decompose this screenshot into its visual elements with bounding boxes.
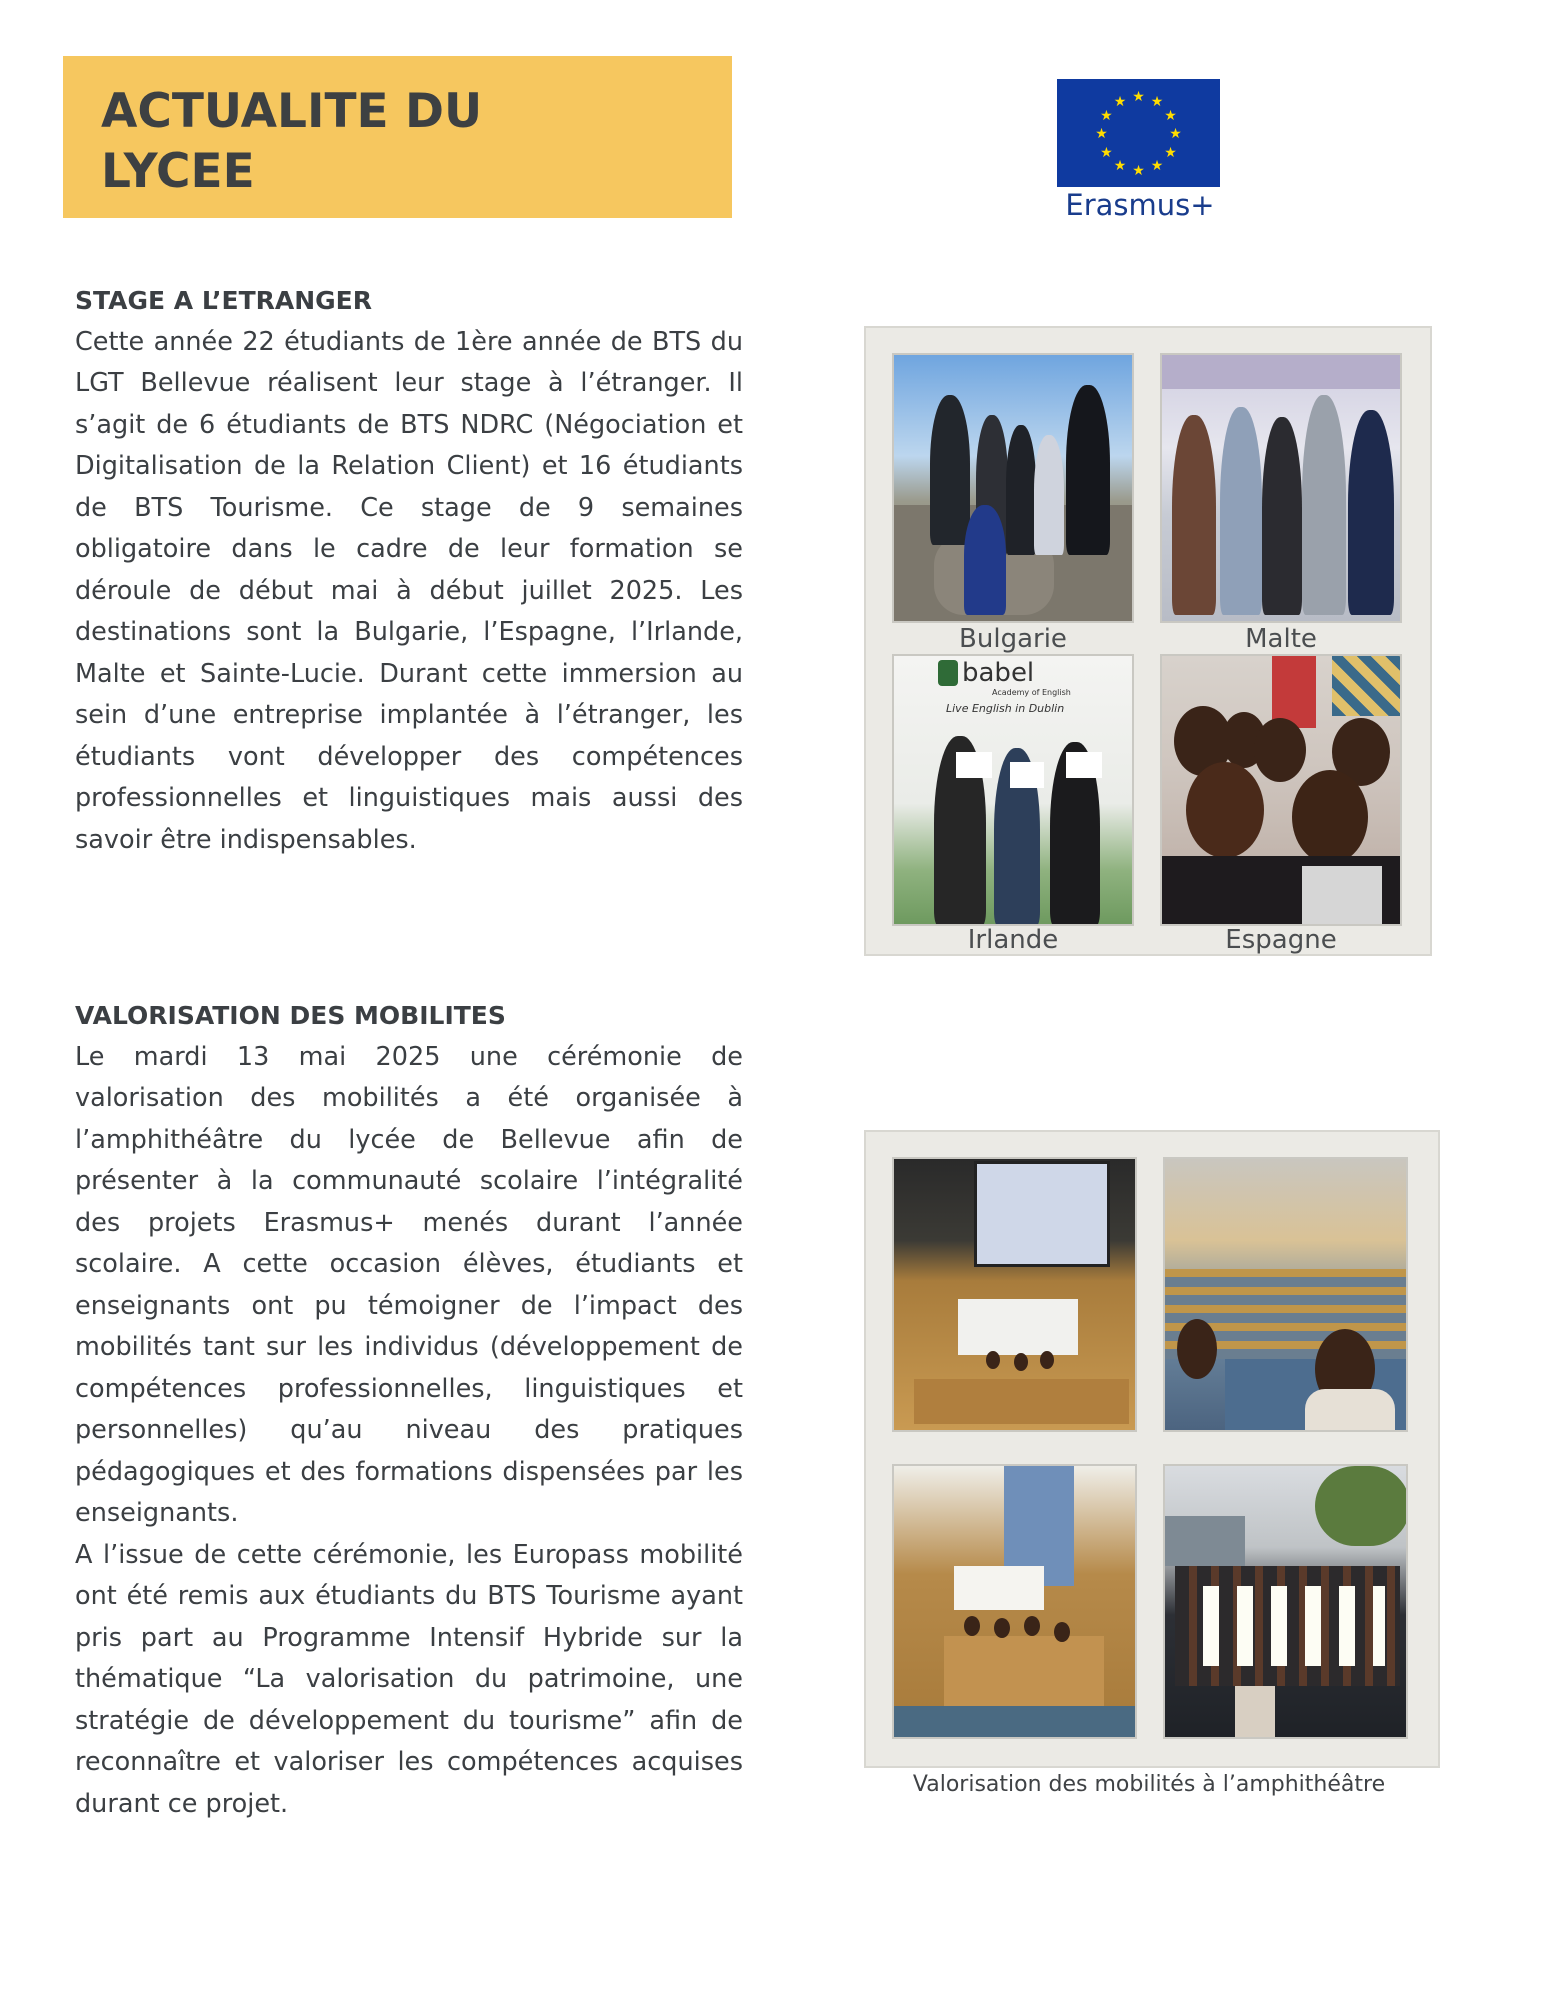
eu-star-icon: ★ xyxy=(1132,162,1145,178)
eu-flag-logo xyxy=(1057,79,1220,187)
eu-star-icon: ★ xyxy=(1113,157,1127,174)
paragraph: A l’issue de cette cérémonie, les Europass mobilité ont été remis aux étudiants du BTS Tourisme ayant pris part au Programme Intensif Hybride sur la thématique “La valorisation du patrimoine, une stratégie de développement du tourisme” afin de reconnaître et valoriser les compétences acquises durant ce projet. xyxy=(75,1539,743,1819)
photo-bulgarie xyxy=(892,353,1134,623)
eu-star-icon: ★ xyxy=(1164,106,1177,123)
photo-irlande xyxy=(892,654,1134,926)
eu-star-icon: ★ xyxy=(1132,88,1145,104)
eu-star-icon: ★ xyxy=(1100,143,1113,160)
header-banner xyxy=(63,56,732,218)
paragraph: Cette année 22 étudiants de 1ère année de BTS du LGT Bellevue réalisent leur stage à l’étranger. Il s’agit de 6 étudiants de BTS NDRC (Négociation et Digitalisation de la Relation Client) et 16 étudiants de BTS Tourisme. Ce stage de 9 semaines obligatoire dans le cadre de leur formation se déroule de début mai à début juillet 2025. Les destinations sont la Bulgarie, l’Espagne, l’Irlande, Malte et Sainte-Lucie. Durant cette immersion au sein d’une entreprise implantée à l’étranger, les étudiants vont développer des compétences professionnelles et linguistiques mais aussi des savoir être indispensables. xyxy=(75,326,743,855)
caption-espagne: Espagne xyxy=(1225,925,1337,955)
gallery-ceremony-caption: Valorisation des mobilités à l’amphithéâtre xyxy=(912,1772,1386,1797)
photo-sign-subtext: Academy of English xyxy=(992,688,1071,697)
title-line-1: ACTUALITE DU xyxy=(101,84,483,139)
section-body-stage xyxy=(75,322,743,862)
eu-star-icon: ★ xyxy=(1150,92,1164,109)
photo-ceremony-3 xyxy=(892,1464,1137,1739)
paragraph: Le mardi 13 mai 2025 une cérémonie de valorisation des mobilités a été organisée à l’amphithéâtre du lycée de Bellevue afin de présenter à la communauté scolaire l’intégralité des projets Erasmus+ menés durant l’année scolaire. A cette occasion élèves, étudiants et enseignants ont pu témoigner de l’impact des mobilités tant sur les individus (développement de compétences professionnelles, linguistiques et personnelles) qu’au niveau des pratiques pédagogiques et des formations dispensées par les enseignants. xyxy=(75,1041,743,1528)
photo-ceremony-1 xyxy=(892,1157,1137,1432)
section-heading-valorisation: VALORISATION DES MOBILITES xyxy=(75,1001,506,1030)
section-valorisation xyxy=(75,995,743,1825)
section-body-valorisation xyxy=(75,1037,743,1826)
photo-ceremony-2 xyxy=(1163,1157,1408,1432)
photo-sign-slogan: Live English in Dublin xyxy=(946,702,1065,715)
eu-star-icon: ★ xyxy=(1164,143,1177,160)
photo-ceremony-4 xyxy=(1163,1464,1408,1739)
eu-star-icon: ★ xyxy=(1150,157,1164,174)
eu-star-icon: ★ xyxy=(1095,125,1108,141)
page-title xyxy=(101,82,521,202)
caption-irlande: Irlande xyxy=(967,925,1059,955)
section-heading-stage: STAGE A L’ETRANGER xyxy=(75,286,372,315)
section-stage xyxy=(75,280,743,861)
caption-malte: Malte xyxy=(1245,624,1317,654)
title-line-2: LYCEE xyxy=(101,144,255,199)
eu-star-icon: ★ xyxy=(1169,125,1182,141)
caption-bulgarie: Bulgarie xyxy=(959,624,1067,654)
photo-sign-text: babel xyxy=(962,658,1035,688)
eu-star-icon: ★ xyxy=(1100,106,1113,123)
eu-star-icon: ★ xyxy=(1113,92,1127,109)
photo-malte xyxy=(1160,353,1402,623)
photo-espagne xyxy=(1160,654,1402,926)
erasmus-logo-text: Erasmus+ xyxy=(1065,188,1215,222)
